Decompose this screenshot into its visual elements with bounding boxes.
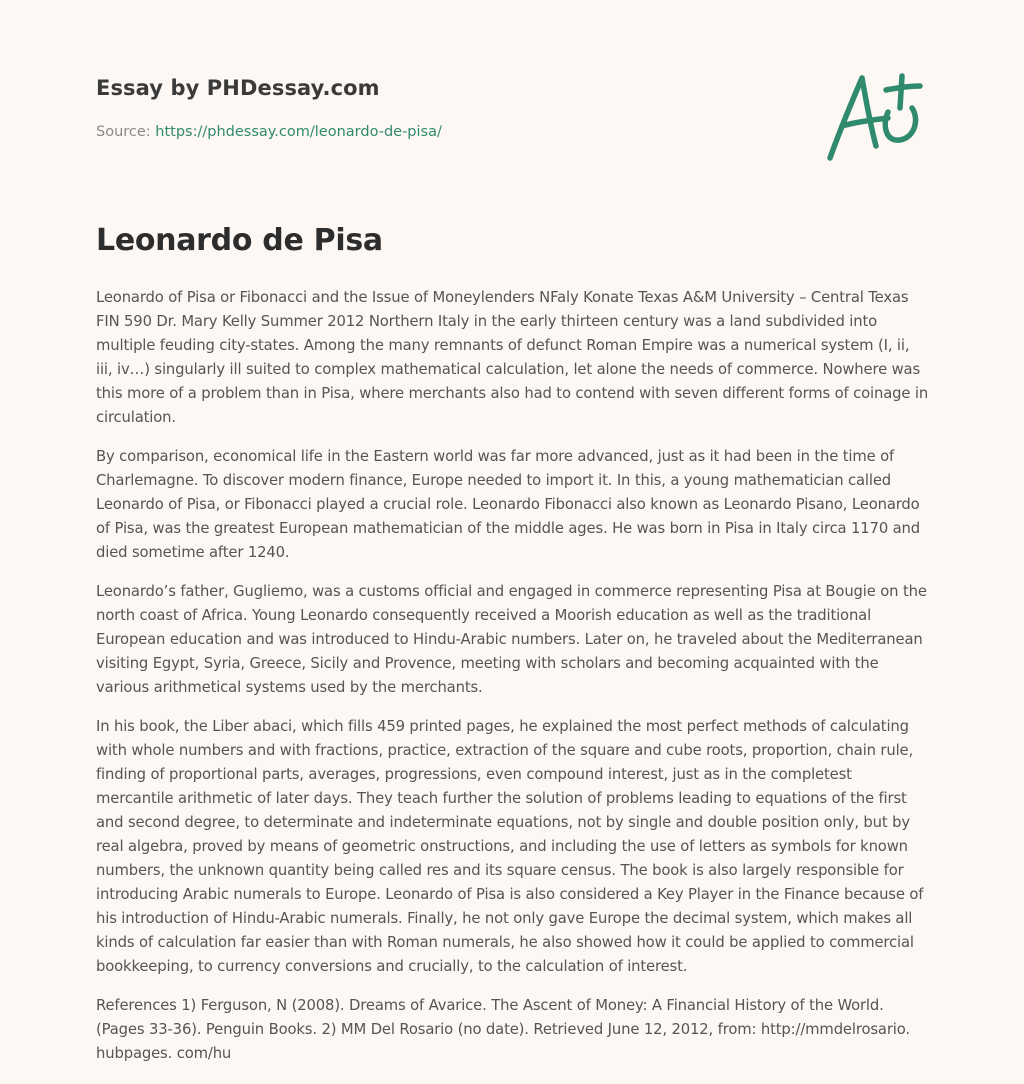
essay-title: Leonardo de Pisa: [96, 223, 383, 258]
paragraph: Leonardo of Pisa or Fibonacci and the Issue of Moneylenders NFaly Konate Texas A&M University – Central Texas FIN 590 Dr. Mary Kelly Summer 2012 Northern Italy in the early thirteen century was a land subdivided into multiple feuding city-states. Among the many remnants of defunct Roman Empire was a numerical system (I, ii, iii, iv…) singularly ill suited to complex mathematical calculation, let alone the needs of commerce. Nowhere was this more of a problem than in Pisa, where merchants also had to contend with seven different forms of coinage in circulation.: [96, 289, 929, 426]
source-link[interactable]: https://phdessay.com/leonardo-de-pisa/: [155, 124, 442, 140]
references-paragraph: References 1) Ferguson, N (2008). Dreams of Avarice. The Ascent of Money: A Financial History of the World. (Pages 33-36). Penguin Books. 2) MM Del Rosario (no date). Retrieved June 12, 2012, from: http://mmdelrosario. hubpages. com/hu: [96, 997, 910, 1062]
site-brand: Essay by PHDessay.com: [96, 76, 380, 100]
paragraph: In his book, the Liber abaci, which fills 459 printed pages, he explained the most perfect methods of calculating with whole numbers and with fractions, practice, extraction of the square and cube roots, proportion, chain rule, finding of proportional parts, averages, progressions, even compound interest, just as in the completest mercantile arithmetic of later days. They teach further the solution of problems leading to equations of the first and second degree, to determinate and indeterminate equations, not by single and double position only, but by real algebra, proved by means of geometric onstructions, and including the use of letters as symbols for known numbers, the unknown quantity being called res and its square census. The book is also largely responsible for introducing Arabic numerals to Europe. Leonardo of Pisa is also considered a Key Player in the Finance because of his introduction of Hindu-Arabic numerals. Finally, he not only gave Europe the decimal system, which makes all kinds of calculation far easier than with Roman numerals, he also showed how it could be applied to commercial bookkeeping, to currency conversions and crucially, to the calculation of interest.: [96, 718, 924, 975]
paragraph: Leonardo’s father, Gugliemo, was a customs official and engaged in commerce representing Pisa at Bougie on the north coast of Africa. Young Leonardo consequently received a Moorish education as well as the traditional European education and was introduced to Hindu-Arabic numbers. Later on, he traveled about the Mediterranean visiting Egypt, Syria, Greece, Sicily and Provence, meeting with scholars and becoming acquainted with the various arithmetical systems used by the merchants.: [96, 583, 927, 696]
source-line: [96, 124, 442, 140]
essay-body: [96, 286, 930, 1081]
source-label: Source:: [96, 124, 156, 140]
paragraph: By comparison, economical life in the Eastern world was far more advanced, just as it had been in the time of Charlemagne. To discover modern finance, Europe needed to import it. In this, a young mathematician called Leonardo of Pisa, or Fibonacci played a crucial role. Leonardo Fibonacci also known as Leonardo Pisano, Leonardo of Pisa, was the greatest European mathematician of the middle ages. He was born in Pisa in Italy circa 1170 and died sometime after 1240.: [96, 448, 921, 561]
a-plus-logo-icon: [822, 68, 926, 164]
